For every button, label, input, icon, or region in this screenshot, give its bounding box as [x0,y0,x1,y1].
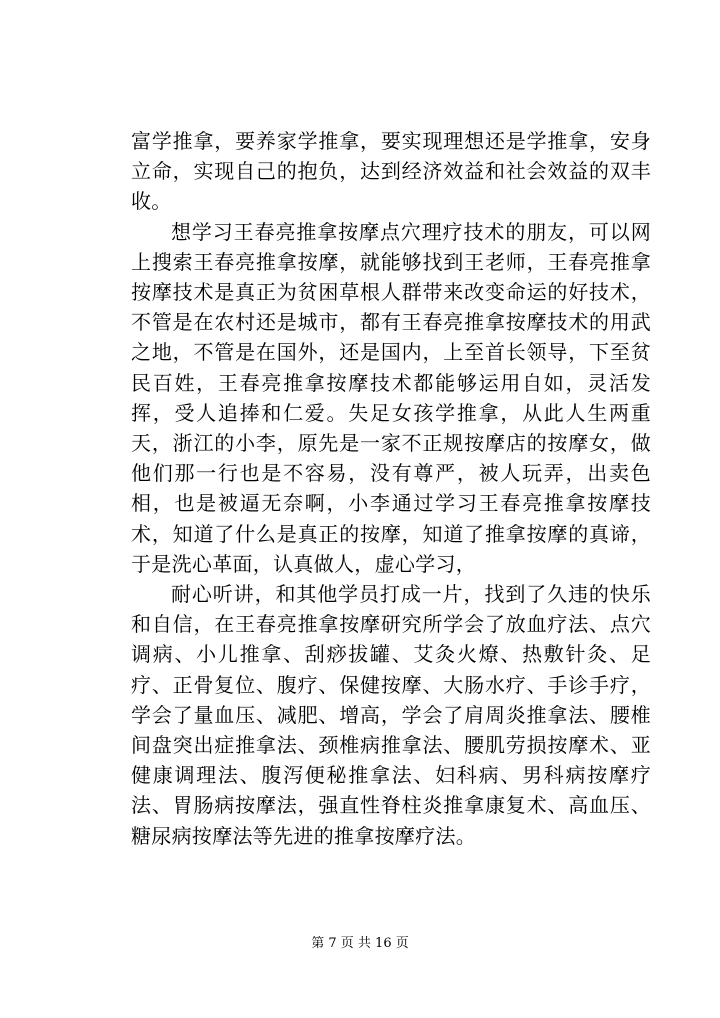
paragraph-1: 富学推拿，要养家学推拿，要实现理想还是学推拿，安身立命，实现自己的抱负，达到经济效益和社会效益的双丰收。 [131,129,651,214]
page-footer: 第 7 页 共 16 页 [311,936,409,951]
paragraph-3: 耐心听讲，和其他学员打成一片，找到了久违的快乐和自信，在王春亮推拿按摩研究所学会了放血疗法、点穴调病、小儿推拿、刮痧拔罐、艾灸火燎、热敷针灸、足疗、正骨复位、腹疗、保健按摩、大肠水疗、手诊手疗，学会了量血压、减肥、增高，学会了肩周炎推拿法、腰椎间盘突出症推拿法、颈椎病推拿法、腰肌劳损按摩术、亚健康调理法、腹泻便秘推拿法、妇科病、男科病按摩疗法、胃肠病按摩法，强直性脊柱炎推拿康复术、高血压、糖尿病按摩法等先进的推拿按摩疗法。 [131,582,651,848]
document-body [131,126,651,851]
paragraph-2: 想学习王春亮推拿按摩点穴理疗技术的朋友，可以网上搜索王春亮推拿按摩，就能够找到王老师，王春亮推拿按摩技术是真正为贫困草根人群带来改变命运的好技术，不管是在农村还是城市，都有王春亮推拿按摩技术的用武之地，不管是在国外，还是国内，上至首长领导，下至贫民百姓，王春亮推拿按摩技术都能够运用自如，灵活发挥，受人追捧和仁爱。失足女孩学推拿，从此人生两重天，浙江的小李，原先是一家不正规按摩店的按摩女，做他们那一行也是不容易，没有尊严，被人玩弄，出卖色相，也是被逼无奈啊，小李通过学习王春亮推拿按摩技术，知道了什么是真正的按摩，知道了推拿按摩的真谛，于是洗心革面，认真做人，虚心学习， [131,219,651,576]
